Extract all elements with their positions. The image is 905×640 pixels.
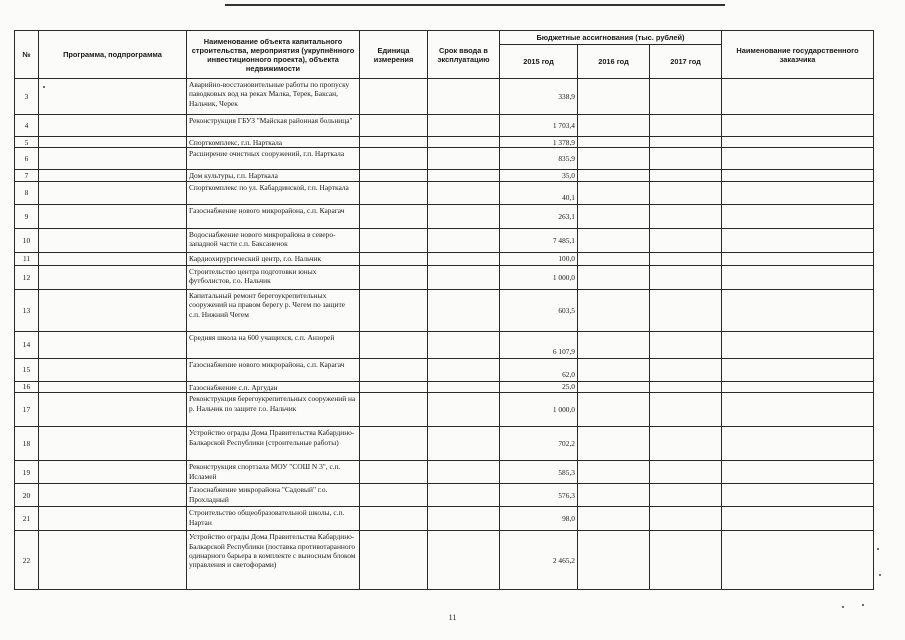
row-value-2016 <box>578 181 650 204</box>
row-customer <box>722 137 874 148</box>
row-program <box>39 170 187 181</box>
row-unit <box>360 331 428 358</box>
row-customer <box>722 252 874 265</box>
row-program <box>39 484 187 507</box>
row-value-2015: 40,1 <box>500 181 578 204</box>
row-unit <box>360 79 428 115</box>
table-row <box>15 393 874 427</box>
row-value-2016 <box>578 393 650 427</box>
row-customer <box>722 115 874 137</box>
row-value-2015: 1 378,9 <box>500 137 578 148</box>
header-unit: Единица измерения <box>360 31 428 79</box>
table-row <box>15 79 874 115</box>
page-number: 11 <box>448 613 457 622</box>
row-num: 15 <box>15 358 39 381</box>
table-row <box>15 115 874 137</box>
row-deadline <box>428 79 500 115</box>
row-object-name: Спорткомплекс, г.п. Нарткала <box>187 137 360 148</box>
row-value-2016 <box>578 331 650 358</box>
row-value-2017 <box>650 265 722 289</box>
row-customer <box>722 393 874 427</box>
row-num: 11 <box>15 252 39 265</box>
table-row <box>15 252 874 265</box>
row-program <box>39 507 187 531</box>
row-value-2016 <box>578 79 650 115</box>
row-unit <box>360 170 428 181</box>
row-value-2015: 585,3 <box>500 461 578 484</box>
row-unit <box>360 265 428 289</box>
row-customer <box>722 427 874 461</box>
table-row <box>15 228 874 252</box>
row-value-2015: 98,0 <box>500 507 578 531</box>
row-num: 5 <box>15 137 39 148</box>
row-deadline <box>428 115 500 137</box>
row-value-2017 <box>650 289 722 331</box>
header-customer: Наименование государственного заказчика <box>722 31 874 79</box>
row-unit <box>360 507 428 531</box>
row-value-2017 <box>650 170 722 181</box>
row-object-name: Средняя школа на 600 учащихся, с.п. Анзорей <box>187 331 360 358</box>
row-object-name: Реконструкция ГБУЗ "Майская районная больница" <box>187 115 360 137</box>
row-unit <box>360 427 428 461</box>
row-customer <box>722 265 874 289</box>
row-deadline <box>428 531 500 590</box>
row-value-2016 <box>578 358 650 381</box>
header-year-2016: 2016 год <box>578 45 650 79</box>
row-program <box>39 331 187 358</box>
row-num: 13 <box>15 289 39 331</box>
row-num: 6 <box>15 148 39 170</box>
row-deadline <box>428 484 500 507</box>
row-unit <box>360 181 428 204</box>
header-year-2017: 2017 год <box>650 45 722 79</box>
table-row <box>15 137 874 148</box>
row-deadline <box>428 170 500 181</box>
row-customer <box>722 79 874 115</box>
row-value-2015: 1 000,0 <box>500 265 578 289</box>
row-unit <box>360 148 428 170</box>
row-value-2016 <box>578 265 650 289</box>
row-object-name: Реконструкция спортзала МОУ "СОШ N 3", с.п. Исламей <box>187 461 360 484</box>
row-value-2017 <box>650 79 722 115</box>
row-unit <box>360 531 428 590</box>
row-object-name: Аварийно-восстановительные работы по пропуску паводковых вод на реках Малка, Терек, Баксан, Нальчик, Черек <box>187 79 360 115</box>
scan-speck <box>862 604 864 606</box>
row-deadline <box>428 289 500 331</box>
row-program <box>39 427 187 461</box>
scan-speck <box>879 574 881 576</box>
row-object-name: Газоснабжение нового микрорайона, с.п. Карагач <box>187 204 360 228</box>
row-value-2017 <box>650 358 722 381</box>
row-program <box>39 393 187 427</box>
top-rule <box>225 4 725 6</box>
row-object-name: Расширение очистных сооружений, г.п. Нарткала <box>187 148 360 170</box>
row-num: 3 <box>15 79 39 115</box>
row-customer <box>722 507 874 531</box>
row-value-2016 <box>578 137 650 148</box>
row-value-2015: 25,0 <box>500 381 578 392</box>
row-customer <box>722 484 874 507</box>
row-customer <box>722 289 874 331</box>
table-row <box>15 265 874 289</box>
row-value-2017 <box>650 115 722 137</box>
row-num: 10 <box>15 228 39 252</box>
row-customer <box>722 358 874 381</box>
row-num: 12 <box>15 265 39 289</box>
row-deadline <box>428 507 500 531</box>
table-body <box>15 79 874 590</box>
row-value-2017 <box>650 381 722 392</box>
row-value-2016 <box>578 252 650 265</box>
row-value-2015: 603,5 <box>500 289 578 331</box>
row-object-name: Газоснабжение с.п. Аргудан <box>187 381 360 392</box>
row-customer <box>722 381 874 392</box>
row-object-name: Спорткомплекс по ул. Кабардинской, г.п. Нарткала <box>187 181 360 204</box>
row-deadline <box>428 331 500 358</box>
scan-speck <box>43 86 45 88</box>
row-customer <box>722 170 874 181</box>
row-value-2017 <box>650 531 722 590</box>
row-unit <box>360 228 428 252</box>
row-program <box>39 228 187 252</box>
row-value-2017 <box>650 507 722 531</box>
row-program <box>39 148 187 170</box>
row-num: 21 <box>15 507 39 531</box>
header-budget: Бюджетные ассигнования (тыс. рублей) <box>500 31 722 45</box>
row-value-2016 <box>578 381 650 392</box>
row-value-2017 <box>650 228 722 252</box>
capital-construction-table <box>14 30 874 590</box>
row-num: 18 <box>15 427 39 461</box>
row-program <box>39 252 187 265</box>
table-row <box>15 170 874 181</box>
row-value-2016 <box>578 427 650 461</box>
row-unit <box>360 358 428 381</box>
header-object-name: Наименование объекта капитального строительства, мероприятия (укрупнённого инвестиционного проекта), объекта недвижимости <box>187 31 360 79</box>
row-program <box>39 181 187 204</box>
row-program <box>39 461 187 484</box>
row-unit <box>360 381 428 392</box>
row-value-2015: 263,1 <box>500 204 578 228</box>
row-value-2015: 62,0 <box>500 358 578 381</box>
row-program <box>39 358 187 381</box>
row-customer <box>722 461 874 484</box>
row-deadline <box>428 358 500 381</box>
row-program <box>39 79 187 115</box>
row-deadline <box>428 265 500 289</box>
row-value-2016 <box>578 228 650 252</box>
table-row <box>15 181 874 204</box>
table-row <box>15 358 874 381</box>
table-row <box>15 531 874 590</box>
row-value-2016 <box>578 507 650 531</box>
row-customer <box>722 331 874 358</box>
row-value-2015: 7 485,1 <box>500 228 578 252</box>
row-value-2016 <box>578 115 650 137</box>
row-num: 20 <box>15 484 39 507</box>
row-value-2017 <box>650 427 722 461</box>
table-row <box>15 484 874 507</box>
table-row <box>15 507 874 531</box>
row-value-2016 <box>578 531 650 590</box>
row-value-2015: 100,0 <box>500 252 578 265</box>
row-object-name: Строительство общеобразовательной школы, с.п. Нартан <box>187 507 360 531</box>
table-row <box>15 331 874 358</box>
row-value-2015: 702,2 <box>500 427 578 461</box>
row-num: 17 <box>15 393 39 427</box>
row-deadline <box>428 204 500 228</box>
row-unit <box>360 461 428 484</box>
header-num: № <box>15 31 39 79</box>
scan-speck <box>877 548 879 550</box>
table-row <box>15 148 874 170</box>
row-value-2015: 1 703,4 <box>500 115 578 137</box>
row-num: 16 <box>15 381 39 392</box>
table-row <box>15 204 874 228</box>
row-deadline <box>428 181 500 204</box>
row-value-2017 <box>650 461 722 484</box>
row-value-2017 <box>650 393 722 427</box>
row-num: 8 <box>15 181 39 204</box>
row-num: 19 <box>15 461 39 484</box>
row-deadline <box>428 381 500 392</box>
row-object-name: Водоснабжение нового микрорайона в северо-западной части с.п. Баксаненок <box>187 228 360 252</box>
row-program <box>39 289 187 331</box>
row-value-2016 <box>578 461 650 484</box>
row-deadline <box>428 427 500 461</box>
row-unit <box>360 393 428 427</box>
row-object-name: Кардиохирургический центр, г.о. Нальчик <box>187 252 360 265</box>
row-value-2015: 1 000,0 <box>500 393 578 427</box>
row-num: 4 <box>15 115 39 137</box>
row-value-2016 <box>578 204 650 228</box>
table-row <box>15 289 874 331</box>
row-deadline <box>428 252 500 265</box>
row-program <box>39 115 187 137</box>
row-unit <box>360 484 428 507</box>
row-program <box>39 531 187 590</box>
row-value-2017 <box>650 204 722 228</box>
table-row <box>15 427 874 461</box>
row-unit <box>360 252 428 265</box>
row-deadline <box>428 461 500 484</box>
row-customer <box>722 181 874 204</box>
row-program <box>39 381 187 392</box>
row-value-2017 <box>650 148 722 170</box>
row-program <box>39 137 187 148</box>
row-num: 22 <box>15 531 39 590</box>
row-object-name: Устройство ограды Дома Правительства Кабардино-Балкарской Республики (строительные работы) <box>187 427 360 461</box>
row-program <box>39 204 187 228</box>
scan-speck <box>842 606 844 608</box>
row-num: 9 <box>15 204 39 228</box>
row-object-name: Строительство центра подготовки юных футболистов, г.о. Нальчик <box>187 265 360 289</box>
row-value-2017 <box>650 181 722 204</box>
row-unit <box>360 204 428 228</box>
row-value-2017 <box>650 252 722 265</box>
row-unit <box>360 289 428 331</box>
row-value-2015: 576,3 <box>500 484 578 507</box>
table-row <box>15 461 874 484</box>
row-object-name: Газоснабжение микрорайона "Садовый" г.о. Прохладный <box>187 484 360 507</box>
row-num: 14 <box>15 331 39 358</box>
row-value-2017 <box>650 331 722 358</box>
row-object-name: Устройство ограды Дома Правительства Кабардино-Балкарской Республики (поставка противотаранного одинарного барьера в комплекте с выносным блоком управления и светофорами) <box>187 531 360 590</box>
row-value-2015: 6 107,9 <box>500 331 578 358</box>
row-unit <box>360 115 428 137</box>
row-customer <box>722 204 874 228</box>
header-year-2015: 2015 год <box>500 45 578 79</box>
row-customer <box>722 148 874 170</box>
row-object-name: Газоснабжение нового микрорайона, с.п. Карагач <box>187 358 360 381</box>
row-num: 7 <box>15 170 39 181</box>
row-deadline <box>428 148 500 170</box>
row-program <box>39 265 187 289</box>
row-value-2017 <box>650 484 722 507</box>
row-value-2017 <box>650 137 722 148</box>
row-value-2015: 338,9 <box>500 79 578 115</box>
row-object-name: Капитальный ремонт берегоукрепительных сооружений на правом берегу р. Чегем по защите с.п. Нижний Чегем <box>187 289 360 331</box>
row-object-name: Реконструкция берегоукрепительных сооружений на р. Нальчик по защите г.о. Нальчик <box>187 393 360 427</box>
row-object-name: Дом культуры, г.п. Нарткала <box>187 170 360 181</box>
row-value-2016 <box>578 148 650 170</box>
row-deadline <box>428 393 500 427</box>
row-customer <box>722 531 874 590</box>
row-deadline <box>428 137 500 148</box>
row-customer <box>722 228 874 252</box>
row-value-2015: 35,0 <box>500 170 578 181</box>
row-unit <box>360 137 428 148</box>
row-value-2016 <box>578 170 650 181</box>
row-deadline <box>428 228 500 252</box>
header-deadline: Срок ввода в эксплуатацию <box>428 31 500 79</box>
header-program: Программа, подпрограмма <box>39 31 187 79</box>
row-value-2016 <box>578 484 650 507</box>
table-row <box>15 381 874 392</box>
row-value-2015: 2 465,2 <box>500 531 578 590</box>
row-value-2016 <box>578 289 650 331</box>
row-value-2015: 835,9 <box>500 148 578 170</box>
